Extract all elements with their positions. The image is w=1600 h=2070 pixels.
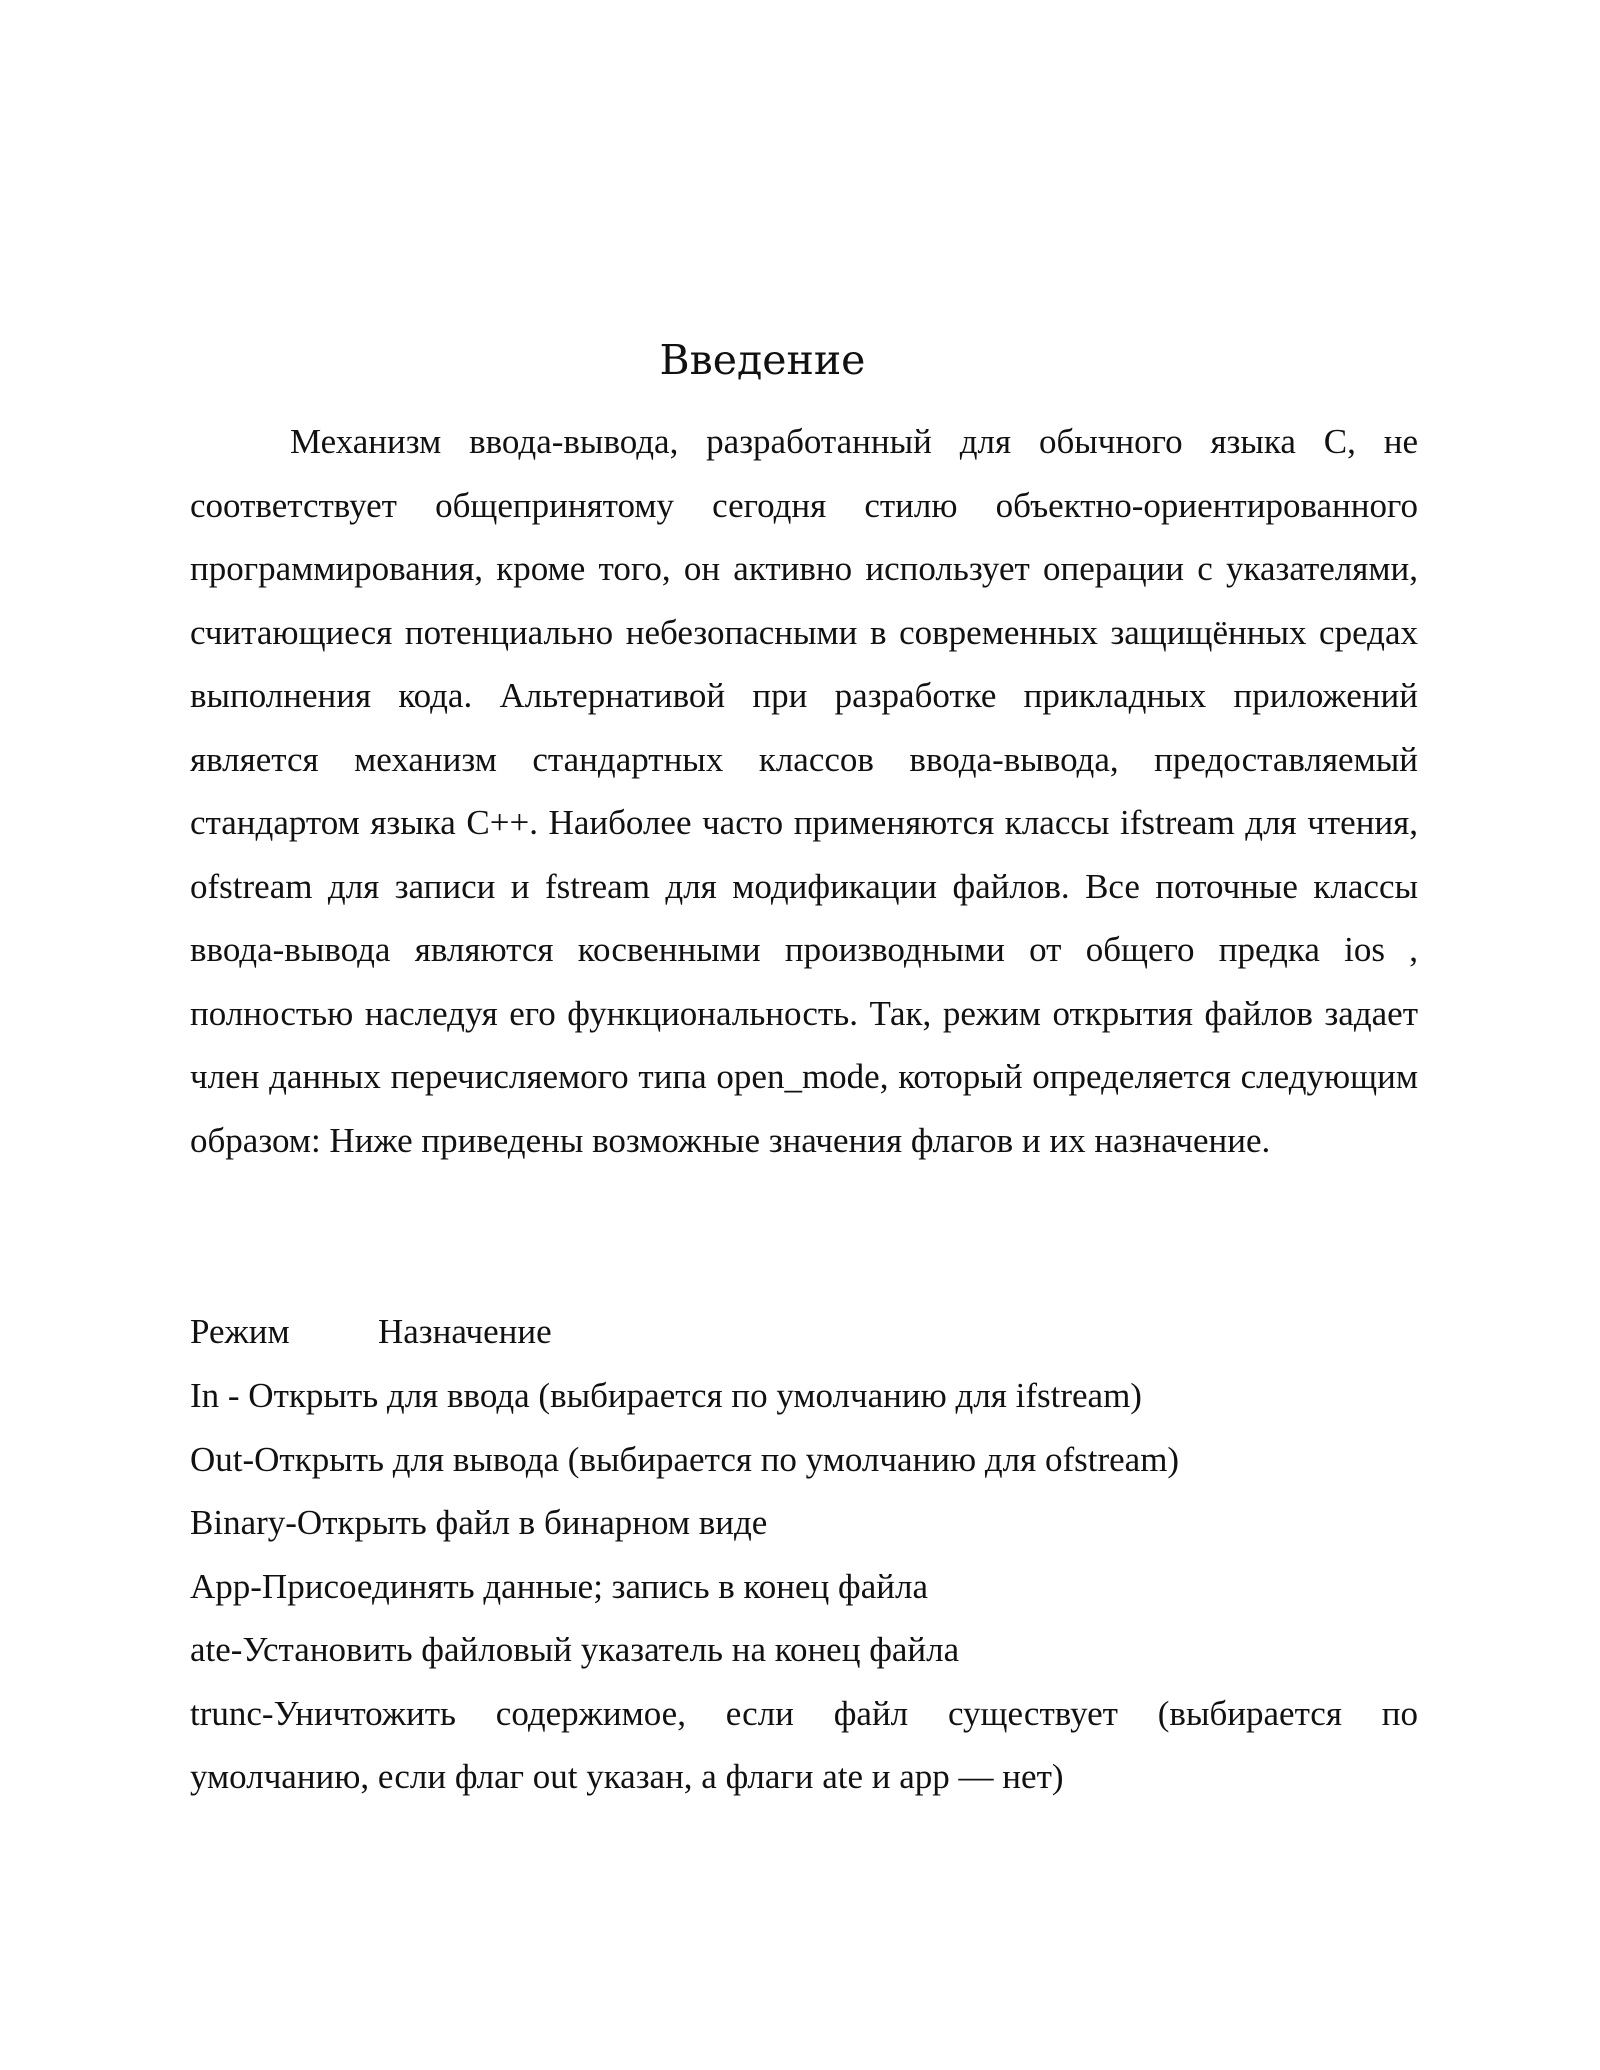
mode-item-app: App-Присоединять данные; запись в конец файла [190,1566,928,1606]
mode-item-in: In - Открыть для ввода (выбирается по умолчанию для ifstream) [190,1376,1142,1415]
modes-table-header [190,1300,1418,1364]
intro-paragraph: Механизм ввода-вывода, разработанный для обычного языка С, не соответствует общепринятому сегодня стилю объектно-ориентированного программирования, кроме того, он активно использует операции с указателями, считающиеся потенциально небезопасными в современных защищённых средах выполнения кода. Альтернативой при разработке прикладных приложений является механизм стандартных классов ввода-вывода, предоставляемый стандартом языка С++. Наиболее часто применяются классы ifstream для чтения, ofstream для записи и fstream для модификации файлов. Все поточные классы ввода-вывода являются косвенными производными от общего предка ios , полностью наследуя его функциональность. Так, режим открытия файлов задает член данных перечисляемого типа open_mode, который определяется следующим образом: Ниже приведены возможные значения флагов и их назначение. [190,422,1418,1160]
mode-item-ate: ate-Установить файловый указатель на конец файла [190,1630,960,1669]
header-mode: Режим [190,1312,290,1351]
header-purpose: Назначение [378,1312,552,1351]
page-title: Введение [659,336,866,384]
mode-item-trunc: trunc-Уничтожить содержимое, если файл существует (выбирается по умолчанию, если флаг out указан, а флаги ate и app — нет) [190,1693,1418,1796]
mode-item-out: Out-Открыть для вывода (выбирается по умолчанию для ofstream) [190,1439,1180,1479]
mode-item-binary: Binary-Открыть файл в бинарном виде [190,1503,768,1542]
modes-list [190,1364,1418,1809]
